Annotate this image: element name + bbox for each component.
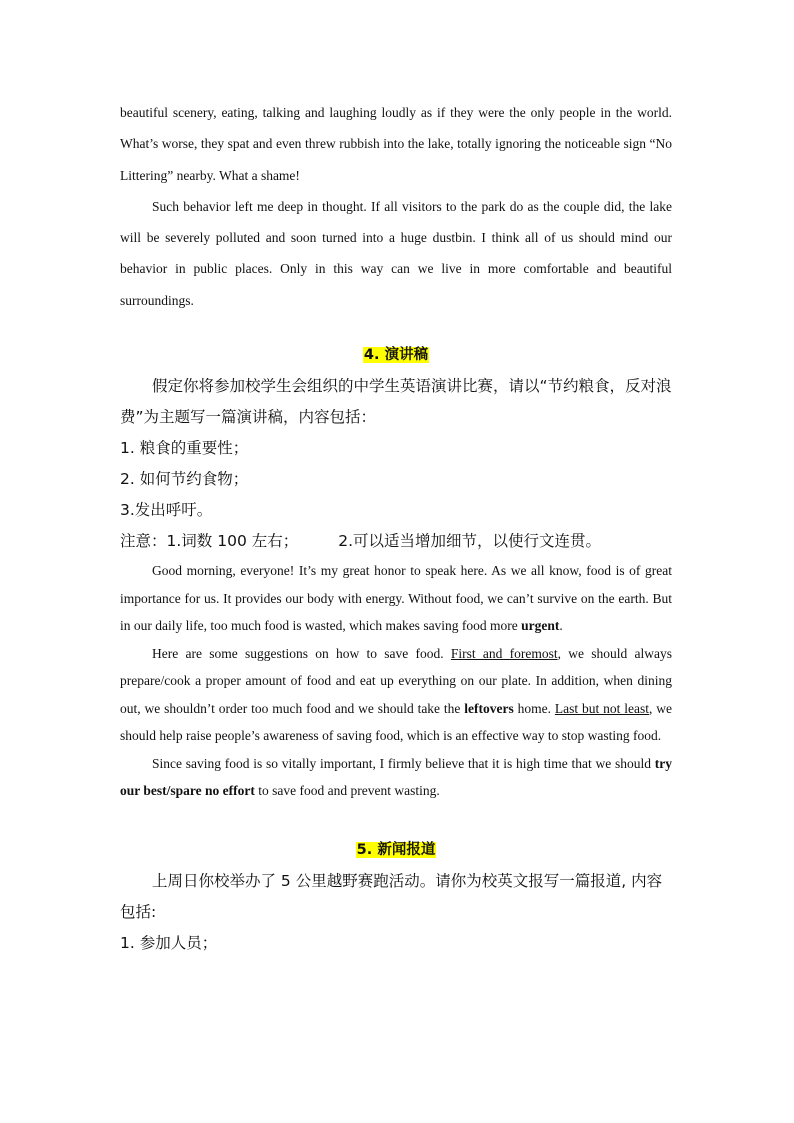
section-4-item-2: 2. 如何节约食物； bbox=[120, 470, 249, 489]
essay-p1-bold: urgent bbox=[521, 618, 560, 634]
section-4-prompt: 假定你将参加校学生会组织的中学生英语演讲比赛，请以“节约粮食，反对浪费”为主题写一篇演讲稿，内容包括： bbox=[120, 377, 672, 427]
essay-p2-a: Here are some suggestions on how to save food. bbox=[152, 645, 451, 661]
essay-paragraph-2 bbox=[120, 640, 672, 750]
section-4-note bbox=[120, 526, 672, 557]
essay-p3-a: Since saving food is so vitally important, I firmly believe that it is high time that we should bbox=[152, 755, 655, 771]
section-5-item-1: 1. 参加人员； bbox=[120, 933, 218, 952]
essay-p1-end: . bbox=[559, 618, 563, 634]
section-4-heading bbox=[120, 342, 672, 368]
essay-p2-d: , we should help raise people’s awareness of saving food, which is an effective way to stop wasting food. bbox=[120, 700, 673, 744]
section-5-heading-text: 5. 新闻报道 bbox=[356, 841, 436, 858]
essay-p2-underline-1: First and foremost bbox=[450, 645, 558, 661]
essay-p2-c: home. bbox=[513, 700, 555, 716]
essay-p2-b: , we should always prepare/cook a proper amount of food and eat up everything on our plate. In addition, when dining out, we shouldn’t order too much food and we should take the bbox=[120, 645, 672, 716]
essay-p1-text: Good morning, everyone! It’s my great honor to speak here. As we all know, food is of great importance for us. It provides our body with energy. Without food, we can’t survive on the earth. But in our daily life, too much food is wasted, which makes saving food more bbox=[120, 563, 672, 634]
passage-paragraph-1: beautiful scenery, eating, talking and laughing loudly as if they were the only people in the world. What’s worse, they spat and even threw rubbish into the lake, totally ignoring the noticeable sign “No Littering” nearby. What a shame! bbox=[120, 105, 672, 183]
section-4-note-a: 注意：1.词数 100 左右； bbox=[120, 532, 299, 551]
section-4-item-3: 3.发出呼吁。 bbox=[120, 501, 213, 520]
essay-p2-bold: leftovers bbox=[464, 700, 514, 716]
section-4-item-1: 1. 粮食的重要性； bbox=[120, 439, 249, 458]
essay-p3-b: to save food and prevent wasting. bbox=[254, 783, 440, 799]
essay-paragraph-1 bbox=[120, 557, 672, 640]
section-4-heading-text: 4. 演讲稿 bbox=[363, 347, 429, 364]
section-4-note-b: 2.可以适当增加细节，以使行文连贯。 bbox=[338, 532, 602, 551]
section-5-prompt: 上周日你校举办了 5 公里越野赛跑活动。请你为校英文报写一篇报道, 内容包括: bbox=[120, 871, 663, 921]
section-5-heading bbox=[120, 837, 672, 863]
essay-paragraph-3 bbox=[120, 750, 672, 805]
passage-paragraph-2: Such behavior left me deep in thought. If all visitors to the park do as the couple did, the lake will be severely polluted and soon turned into a huge dustbin. I think all of us should mind our behavior in public places. Only in this way can we live in more comfortable and beautiful surroundings. bbox=[120, 198, 672, 308]
page-content bbox=[120, 0, 672, 959]
essay-p3-bold: try our best/spare no effort bbox=[120, 755, 672, 799]
essay-p2-underline-2: Last but not least bbox=[554, 700, 650, 716]
